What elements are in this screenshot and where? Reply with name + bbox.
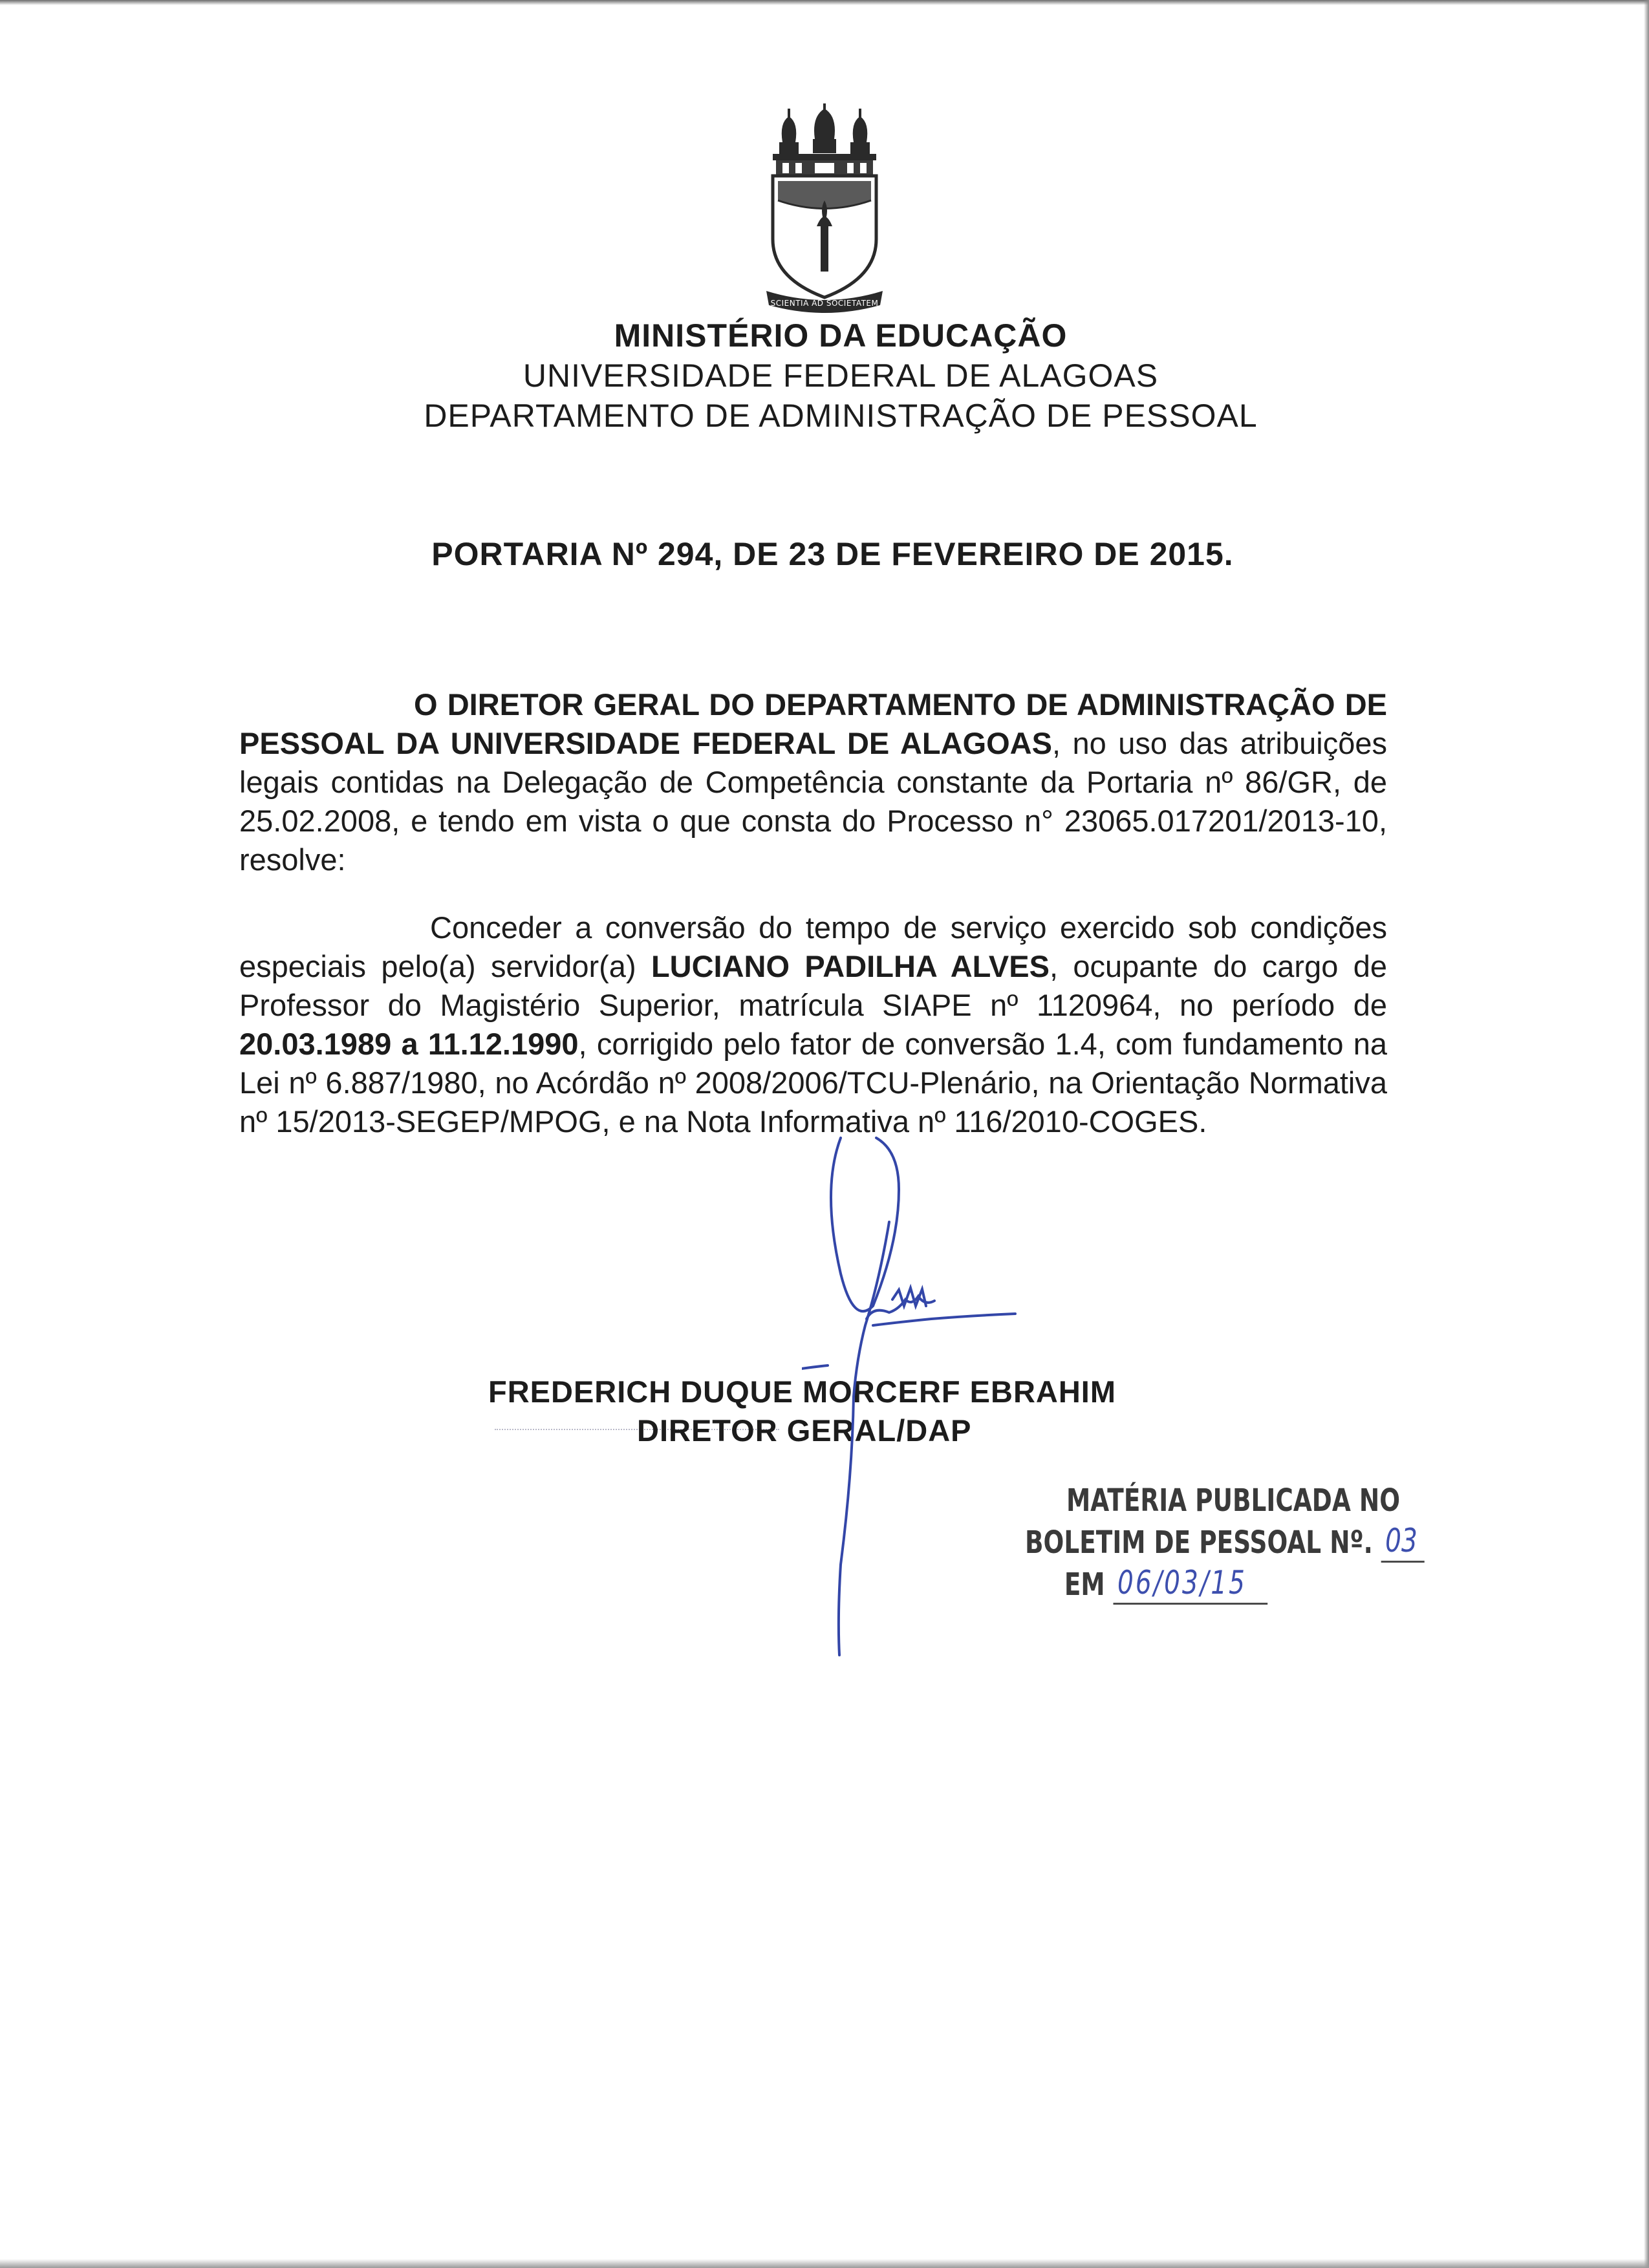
scan-edge-top xyxy=(0,0,1649,5)
header-department: DEPARTAMENTO DE ADMINISTRAÇÃO DE PESSOAL xyxy=(424,398,1258,434)
resolution-text-2: , ocupante do cargo de Professor do Magistério Superior, matrícula SIAPE nº 1120964, no período de xyxy=(239,949,1388,1022)
crest-motto: SCIENTIA AD SOCIETATEM xyxy=(770,299,879,308)
resolution-text-3: , corrigido pelo fator de conversão 1.4, com fundamento na Lei nº 6.887/1980, no Acórdão nº 2008/2006/TCU-Plenário, na Orientação Normativa nº 15/2013-SEGEP/MPOG, e na Nota Informativa nº 116/2010-COGES. xyxy=(239,1027,1387,1139)
signer-name: FREDERICH DUQUE MORCERF EBRAHIM xyxy=(488,1375,1116,1409)
stamp-line-published: MATÉRIA PUBLICADA NO xyxy=(1066,1482,1401,1519)
header-university: UNIVERSIDADE FEDERAL DE ALAGOAS xyxy=(523,358,1159,394)
university-crest-icon xyxy=(760,103,889,317)
signer-role: DIRETOR GERAL/DAP xyxy=(637,1413,972,1448)
resolution-paragraph xyxy=(239,908,1387,1141)
stamp-bulletin-label: BOLETIM DE PESSOAL Nº. xyxy=(1025,1524,1373,1561)
header-ministry: MINISTÉRIO DA EDUCAÇÃO xyxy=(614,317,1068,354)
scan-edge-bottom xyxy=(0,2259,1649,2268)
stamp-date: 06/03/15 xyxy=(1114,1563,1268,1605)
servant-name: LUCIANO PADILHA ALVES xyxy=(651,949,1050,983)
preamble-authority: O DIRETOR GERAL DO DEPARTAMENTO DE ADMINISTRAÇÃO DE PESSOAL DA UNIVERSIDADE FEDERAL DE ALAGOAS xyxy=(239,687,1387,760)
stamp-date-label: EM xyxy=(1064,1567,1105,1603)
preamble-paragraph xyxy=(239,685,1387,879)
preamble-text: , no uso das atribuições legais contidas na Delegação de Competência constante da Portaria nº 86/GR, de 25.02.2008, e tendo em vista o que consta do Processo n° 23065.017201/2013-10, resolve: xyxy=(239,726,1387,877)
resolution-text-1: Conceder a conversão do tempo de serviço exercido sob condições especiais pelo(a) servidor(a) xyxy=(239,910,1387,983)
service-period: 20.03.1989 a 11.12.1990 xyxy=(239,1027,579,1061)
stamp-line-bulletin xyxy=(1025,1521,1417,1563)
publication-stamp xyxy=(1025,1481,1417,1605)
portaria-title: PORTARIA Nº 294, DE 23 DE FEVEREIRO DE 2015. xyxy=(431,536,1234,572)
stamp-bulletin-number: 03 xyxy=(1381,1521,1425,1563)
stamp-line-date xyxy=(1025,1563,1328,1605)
